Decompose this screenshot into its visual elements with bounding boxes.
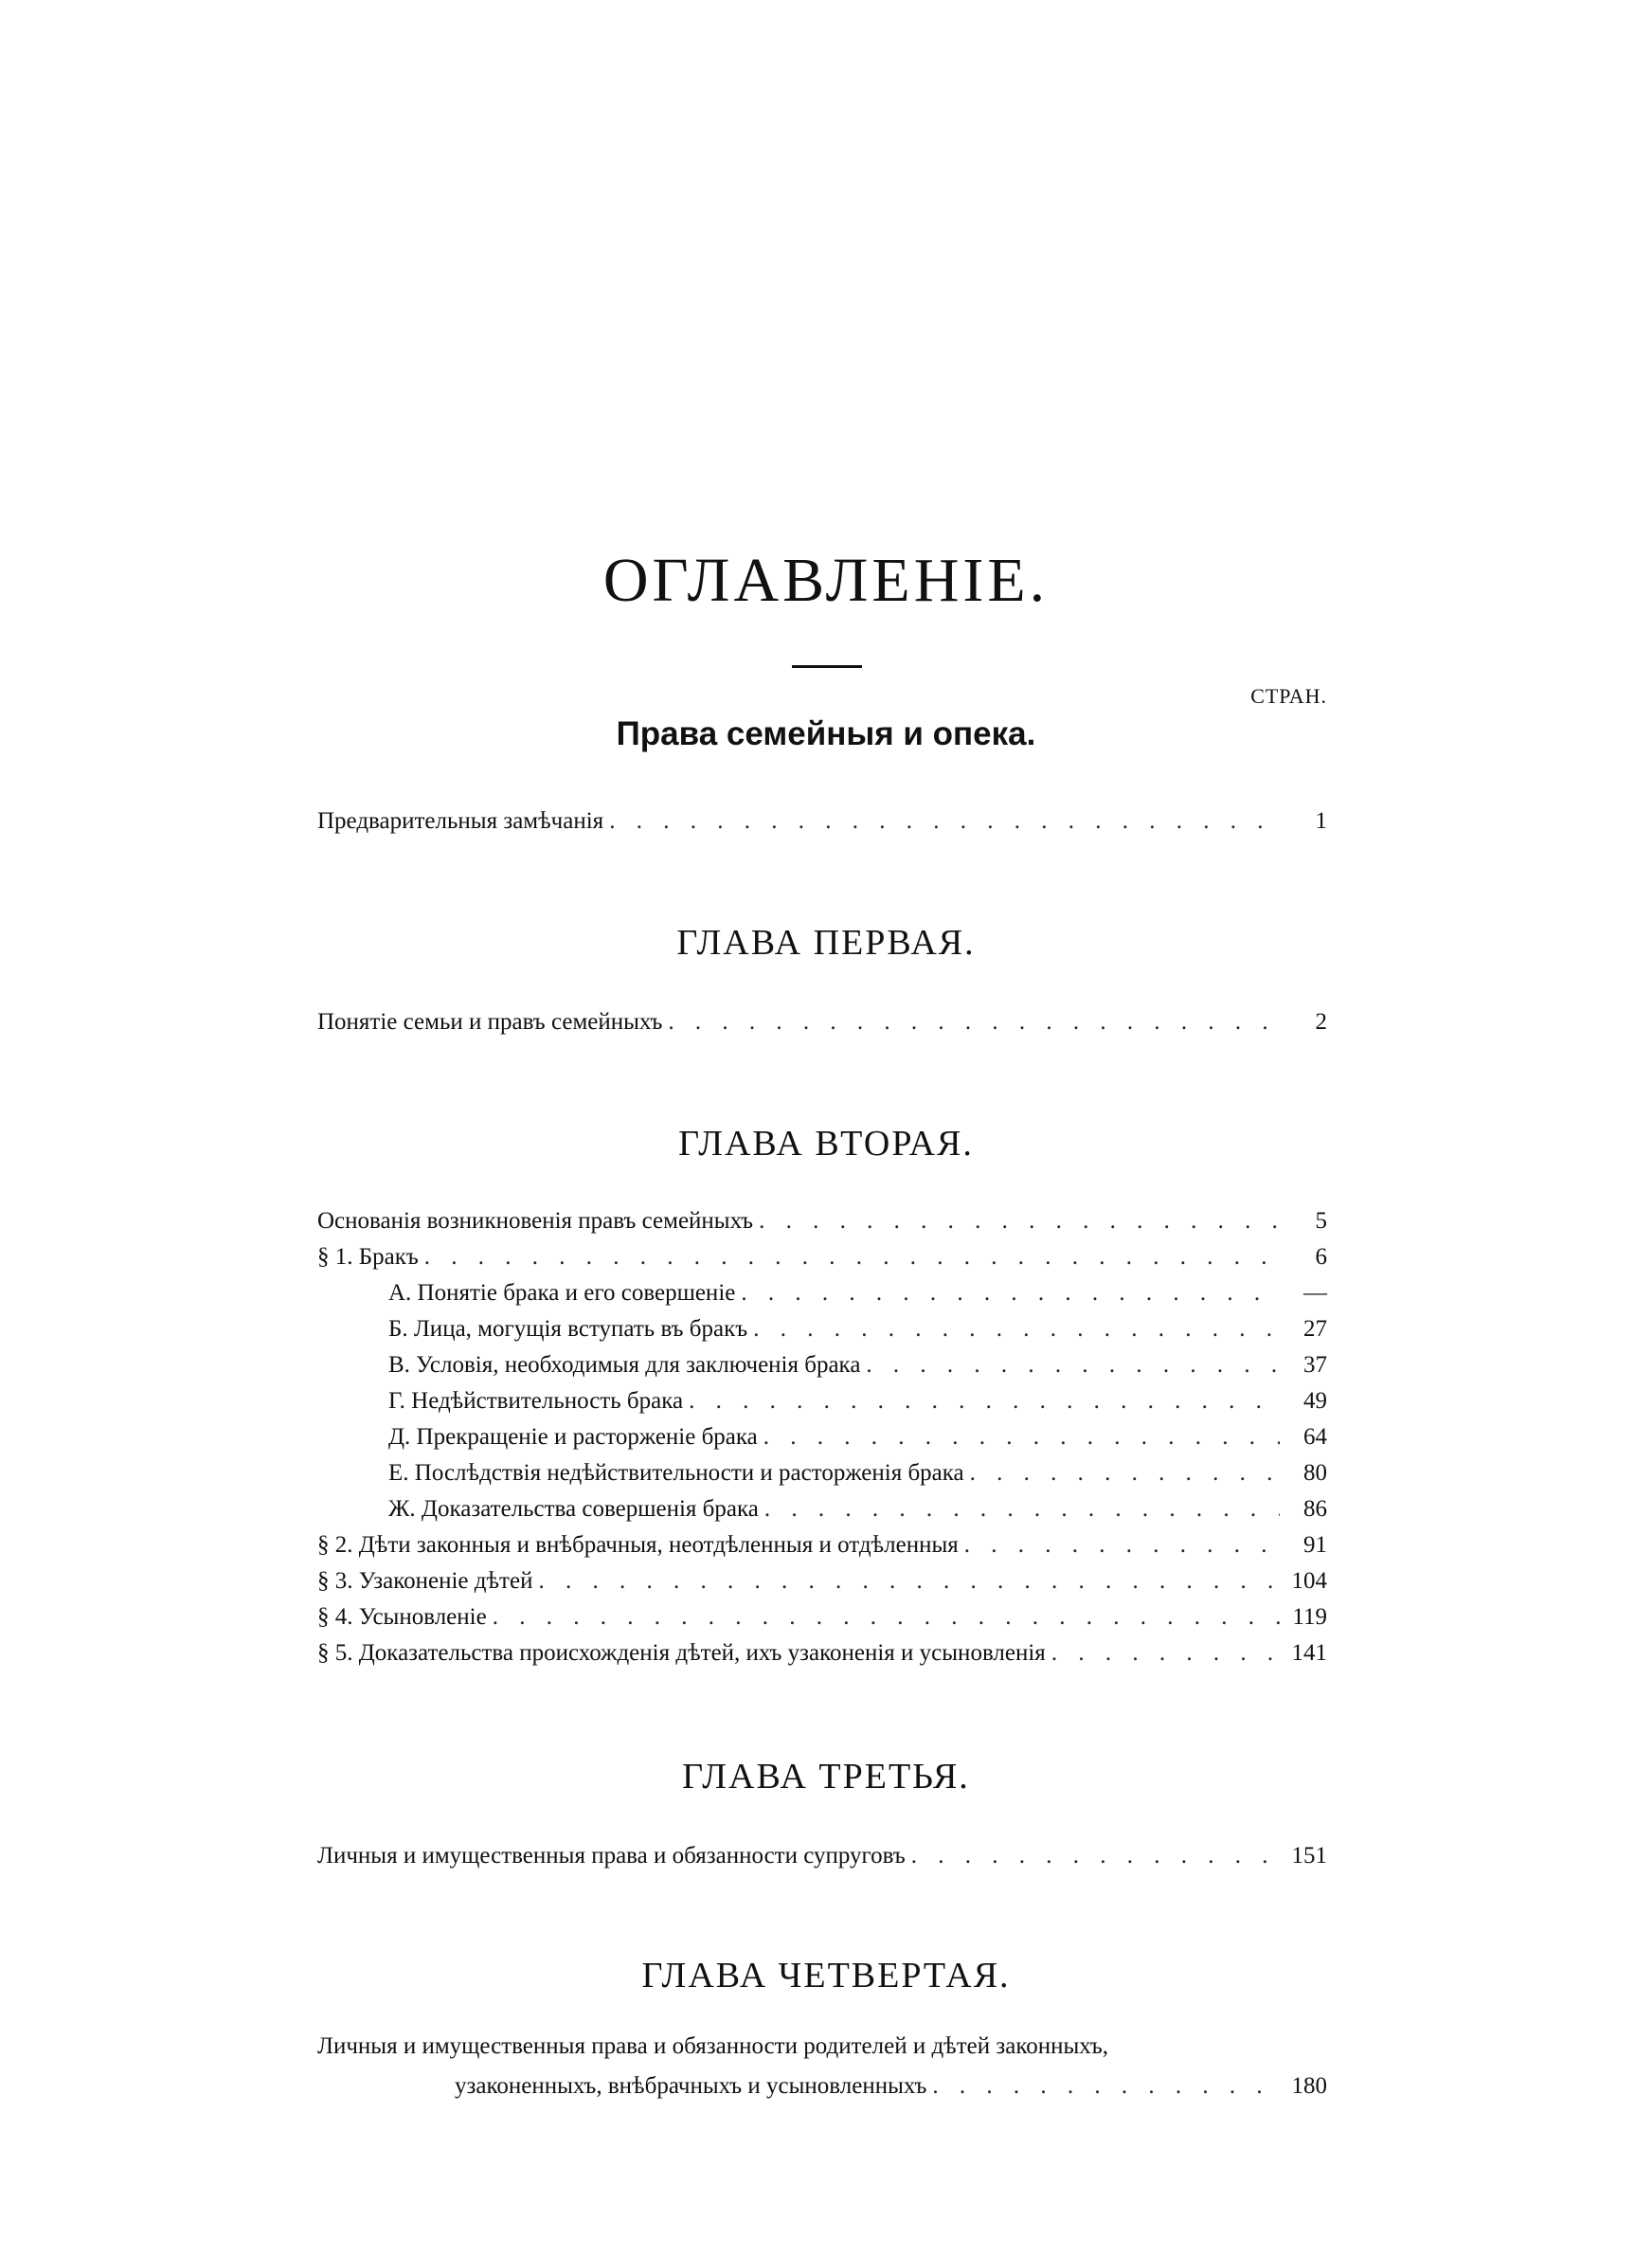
toc-entry[interactable] <box>317 1415 1327 1449</box>
toc-entry-label: Б. Лица, могущія вступать въ бракъ <box>388 1316 748 1342</box>
toc-entry[interactable] <box>317 1523 1327 1557</box>
leader-dots <box>758 1425 1280 1449</box>
toc-entry[interactable] <box>317 1379 1327 1413</box>
toc-entry-label: § 3. Узаконеніе дѣтей <box>317 1568 533 1594</box>
toc-entry-preface[interactable] <box>317 799 1327 833</box>
chapter-heading: ГЛАВА ВТОРАЯ. <box>678 1124 974 1164</box>
leader-dots <box>487 1605 1280 1629</box>
leader-dots <box>419 1245 1280 1269</box>
page-title: ОГЛАВЛЕНІЕ. <box>602 546 1050 615</box>
toc-entry-label: Г. Недѣйствительность брака <box>388 1388 684 1414</box>
toc-entry-page: 49 <box>1303 1388 1327 1414</box>
leader-dots <box>753 1209 1280 1233</box>
toc-entry-page: 80 <box>1303 1460 1327 1486</box>
toc-entry-page: 64 <box>1303 1424 1327 1450</box>
toc-entry[interactable] <box>317 1199 1327 1233</box>
toc-entry-page: 2 <box>1315 1009 1327 1035</box>
toc-entry-page: 86 <box>1303 1496 1327 1522</box>
page-column-header: СТРАН. <box>1250 684 1327 708</box>
leader-dots <box>747 1317 1280 1341</box>
toc-entry-page: 91 <box>1303 1532 1327 1558</box>
toc-entry-label: Д. Прекращеніе и расторженіе брака <box>388 1424 758 1450</box>
toc-entry-page: 5 <box>1315 1208 1327 1234</box>
chapter-heading: ГЛАВА ТРЕТЬЯ. <box>682 1757 970 1797</box>
chapter-heading: ГЛАВА ПЕРВАЯ. <box>676 923 976 963</box>
toc-entry[interactable] <box>317 1631 1327 1665</box>
toc-entry[interactable] <box>317 1833 1327 1868</box>
toc-entry-label: Понятіе семьи и правъ семейныхъ <box>317 1009 663 1035</box>
section-subtitle: Права семейныя и опека. <box>616 715 1036 752</box>
toc-entry[interactable] <box>317 1235 1327 1269</box>
toc-entry[interactable] <box>317 1307 1327 1341</box>
toc-entry-page: 119 <box>1292 1604 1327 1630</box>
toc-entry-page: 104 <box>1291 1568 1327 1594</box>
toc-entry-label: § 5. Доказательства происхожденія дѣтей, ихъ узаконенія и усыновленія <box>317 1640 1046 1666</box>
toc-entry[interactable] <box>317 1271 1327 1305</box>
toc-entry[interactable] <box>317 1451 1327 1485</box>
toc-entry-label: Личныя и имущественныя права и обязанности супруговъ <box>317 1843 906 1869</box>
leader-dots <box>532 1569 1280 1593</box>
toc-entry-label: § 4. Усыновленіе <box>317 1604 487 1630</box>
leader-dots <box>906 1844 1280 1868</box>
leader-dots <box>603 809 1280 833</box>
toc-entry-page: 37 <box>1303 1352 1327 1378</box>
toc-entry-label: Е. Послѣдствія недѣйствительности и расторженія брака <box>388 1460 964 1486</box>
toc-entry-page: 27 <box>1303 1316 1327 1342</box>
leader-dots <box>683 1389 1280 1413</box>
leader-dots <box>759 1497 1280 1521</box>
toc-entry-label: § 2. Дѣти законныя и внѣбрачныя, неотдѣленныя и отдѣленныя <box>317 1532 959 1558</box>
toc-entry[interactable] <box>317 1000 1327 1034</box>
leader-dots <box>735 1281 1280 1305</box>
toc-entry-label: Ж. Доказательства совершенія брака <box>388 1496 759 1522</box>
leader-dots <box>662 1010 1280 1034</box>
title-rule <box>792 665 862 668</box>
toc-entry[interactable] <box>317 2064 1327 2098</box>
toc-entry[interactable] <box>317 1595 1327 1629</box>
leader-dots <box>926 2074 1280 2098</box>
leader-dots <box>1046 1641 1280 1665</box>
toc-entry-page: 1 <box>1315 808 1327 834</box>
toc-entry-label: Предварительныя замѣчанія <box>317 808 604 834</box>
toc-entry-page: 180 <box>1291 2073 1327 2099</box>
leader-dots <box>860 1353 1280 1377</box>
toc-entry[interactable] <box>317 1343 1327 1377</box>
chapter-heading: ГЛАВА ЧЕТВЕРТАЯ. <box>641 1956 1011 1995</box>
toc-entry-label-line1: Личныя и имущественныя права и обязанности родителей и дѣтей законныхъ, <box>317 2033 1109 2059</box>
toc-entry-label: узаконенныхъ, внѣбрачныхъ и усыновленныхъ <box>455 2073 927 2099</box>
toc-entry-label: А. Понятіе брака и его совершеніе <box>388 1280 736 1306</box>
toc-entry-page: 141 <box>1291 1640 1327 1666</box>
toc-entry[interactable] <box>317 1487 1327 1521</box>
toc-entry-page: — <box>1303 1280 1327 1306</box>
toc-entry-label: В. Условія, необходимыя для заключенія брака <box>388 1352 861 1378</box>
toc-entry[interactable] <box>317 1559 1327 1593</box>
toc-entry-label: § 1. Бракъ <box>317 1244 419 1270</box>
toc-entry-page: 151 <box>1291 1843 1327 1869</box>
leader-dots <box>959 1533 1280 1557</box>
toc-entry-label: Основанія возникновенія правъ семейныхъ <box>317 1208 754 1234</box>
toc-entry-page: 6 <box>1315 1244 1327 1270</box>
leader-dots <box>964 1461 1280 1485</box>
